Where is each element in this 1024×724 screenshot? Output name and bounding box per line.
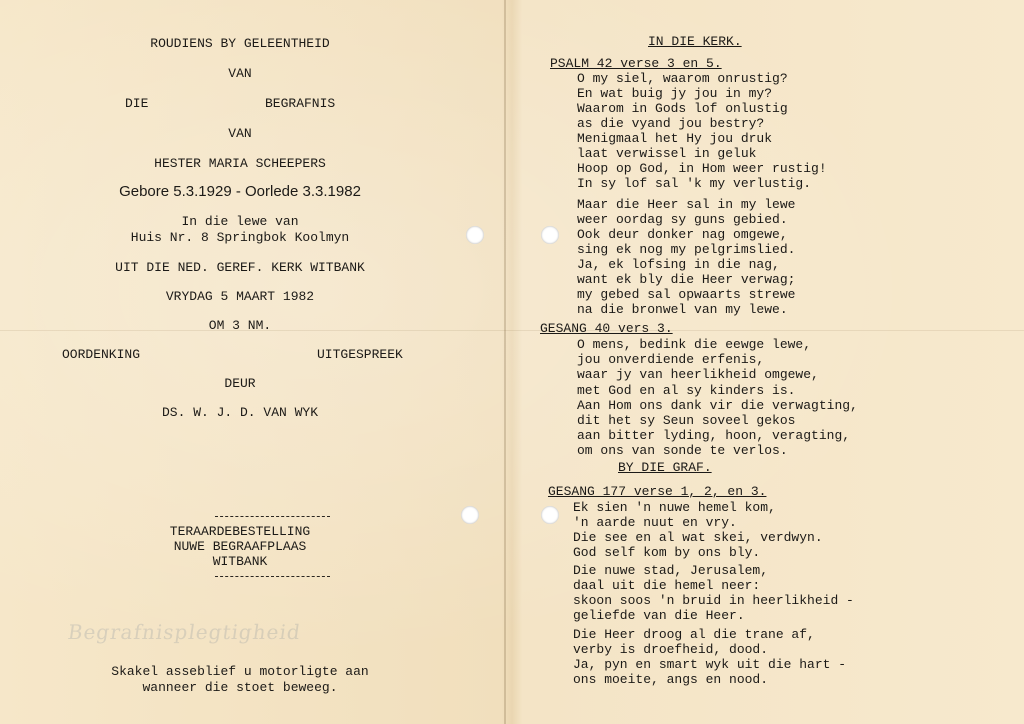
oordenking-label: OORDENKING — [62, 347, 141, 362]
verse-line: waar jy van heerlikheid omgewe, — [577, 367, 819, 383]
punch-hole — [461, 506, 479, 524]
deur-label: DEUR — [224, 376, 256, 391]
verse-line: God self kom by ons bly. — [573, 545, 761, 560]
verse-line: ons moeite, angs en nood. — [573, 672, 769, 687]
gesang-177-title: GESANG 177 verse 1, 2, en 3. — [548, 484, 767, 499]
verse-line: Maar die Heer sal in my lewe — [577, 197, 796, 212]
verse-line: 'n aarde nuut en vry. — [573, 515, 737, 530]
verse-line: aan bitter lyding, hoon, veragting, — [577, 428, 851, 444]
verse-line: O my siel, waarom onrustig? — [577, 71, 788, 86]
verse-line: na die bronwel van my lewe. — [577, 302, 788, 317]
uitgespreek-label: UITGESPREEK — [317, 347, 403, 362]
title: ROUDIENS BY GELEENTHEID — [150, 36, 330, 51]
verse-line: Ook deur donker nag omgewe, — [577, 227, 788, 242]
verse-line: skoon soos 'n bruid in heerlikheid - — [573, 593, 854, 608]
minister-name: DS. W. J. D. VAN WYK — [161, 405, 319, 420]
verse-line: Aan Hom ons dank vir die verwagting, — [577, 397, 858, 413]
heading-in-die-kerk: IN DIE KERK. — [648, 34, 742, 49]
burial-line-2: NUWE BEGRAAFPLAAS — [173, 539, 307, 554]
church-line: UIT DIE NED. GEREF. KERK WITBANK — [115, 260, 365, 275]
verse-line: Waarom in Gods lof onlustig — [577, 101, 788, 116]
divider-bottom — [215, 576, 330, 577]
verse-line: jou onverdiende erfenis, — [577, 352, 765, 368]
heading-by-die-graf: BY DIE GRAF. — [618, 460, 712, 475]
punch-hole — [466, 226, 484, 244]
verse-line: my gebed sal opwaarts strewe — [577, 287, 796, 302]
verse-line: Ek sien 'n nuwe hemel kom, — [573, 500, 776, 515]
psalm-title: PSALM 42 verse 3 en 5. — [550, 56, 722, 71]
verse-line: O mens, bedink die eewge lewe, — [577, 337, 812, 352]
headlights-note-2: wanneer die stoet beweeg. — [142, 680, 338, 695]
verse-line: Die Heer droog al die trane af, — [573, 627, 815, 642]
verse-line: Menigmaal het Hy jou druk — [577, 131, 773, 146]
van-line-2: VAN — [228, 126, 252, 141]
verse-line: In sy lof sal 'k my verlustig. — [577, 176, 812, 191]
verse-line: geliefde van die Heer. — [573, 608, 745, 623]
burial-line-3: WITBANK — [212, 554, 268, 569]
burial-line-1: TERAARDEBESTELLING — [169, 524, 311, 539]
verse-line: sing ek nog my pelgrimslied. — [577, 242, 796, 257]
verse-line: dit het sy Seun soveel gekos — [577, 413, 796, 428]
punch-hole — [541, 226, 559, 244]
verse-line: daal uit die hemel neer: — [573, 578, 761, 593]
verse-line: En wat buig jy jou in my? — [577, 86, 773, 101]
faded-stamp: Begrafnisplegtigheid — [66, 620, 303, 644]
verse-line: Hoop op God, in Hom weer rustig! — [577, 161, 827, 176]
die-word: DIE — [125, 96, 149, 111]
verse-line: weer oordag sy guns gebied. — [577, 212, 788, 227]
van-line-1: VAN — [228, 66, 252, 81]
divider-top — [215, 516, 330, 517]
service-time: OM 3 NM. — [208, 318, 272, 333]
gesang-40-title: GESANG 40 vers 3. — [540, 321, 673, 336]
service-date: VRYDAG 5 MAART 1982 — [165, 289, 315, 304]
verse-line: laat verwissel in geluk — [577, 146, 757, 161]
headlights-note-1: Skakel asseblief u motorligte aan — [111, 664, 369, 679]
verse-line: Die nuwe stad, Jerusalem, — [573, 563, 769, 578]
life-dates: Gebore 5.3.1929 - Oorlede 3.3.1982 — [119, 183, 361, 200]
begrafnis-word: BEGRAFNIS — [265, 96, 336, 111]
verse-line: Die see en al wat skei, verdwyn. — [573, 530, 823, 545]
verse-line: want ek bly die Heer verwag; — [577, 272, 796, 287]
verse-line: Ja, ek lofsing in die nag, — [577, 257, 780, 272]
verse-line: om ons van sonde te verlos. — [577, 443, 788, 459]
verse-line: as die vyand jou bestry? — [577, 116, 765, 131]
center-fold — [504, 0, 506, 724]
verse-line: verby is droefheid, dood. — [573, 642, 769, 657]
punch-hole — [541, 506, 559, 524]
residence-line-1: In die lewe van — [181, 214, 299, 229]
verse-line: met God en al sy kinders is. — [577, 382, 796, 398]
verse-line: Ja, pyn en smart wyk uit die hart - — [573, 657, 847, 672]
deceased-name: HESTER MARIA SCHEEPERS — [154, 156, 326, 171]
residence-line-2: Huis Nr. 8 Springbok Koolmyn — [130, 230, 350, 245]
